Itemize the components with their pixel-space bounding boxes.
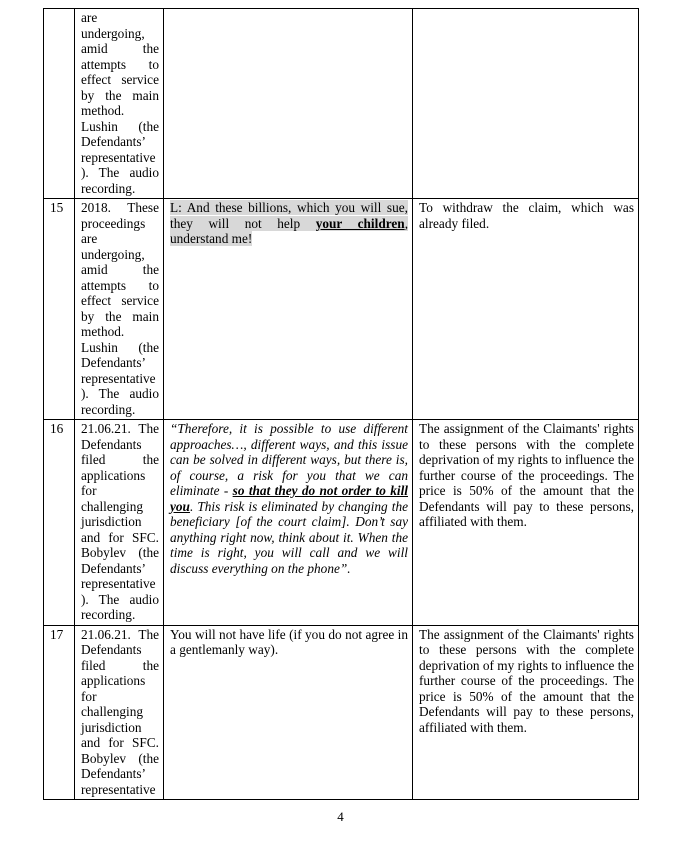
proceedings-description-cell: 2018. These proceedings are undergoing, amid the attempts to effect service by the main method. Lushin (the Defendants’ representative ). The audio recording. <box>75 199 164 420</box>
row-number: 16 <box>44 420 75 626</box>
comment-cell: To withdraw the claim, which was already filed. <box>413 199 639 420</box>
quote-cell <box>164 9 413 199</box>
table-row <box>44 625 639 800</box>
row-number <box>44 9 75 199</box>
quote-emphasis-text: so that they do not order to kill you <box>170 483 408 514</box>
comment-cell <box>413 9 639 199</box>
quote-segment-text: . This risk is eliminated by changing the beneficiary [of the court claim]. Don’t say anything right now, think about it. When the time is right, you will call and we will discuss everything on the phone”. <box>170 498 408 576</box>
quote-text <box>170 200 408 246</box>
quote-text <box>170 627 408 658</box>
quote-segment-text: “Therefore, it is possible to use different approaches…, different ways, and this issue can be solved in different ways, but there is, of course, a risk for you that we can eliminate - <box>170 421 408 498</box>
quote-segment-text: You will not have life (if you do not agree in a gentlemanly way). <box>170 626 408 657</box>
quote-segment-text: L: And these billions, which you will sue, they will not help <box>170 200 408 231</box>
comment-cell: The assignment of the Claimants' rights to these persons with the complete deprivation of my rights to influence the further course of the proceedings. The price is 50% of the amount that the Defendants will pay to these persons, affiliated with them. <box>413 420 639 626</box>
quote-segment-text: , understand me! <box>170 215 409 246</box>
quote-cell <box>164 199 413 420</box>
proceedings-description-cell: are undergoing, amid the attempts to effect service by the main method. Lushin (the Defendants’ representative ). The audio recording. <box>75 9 164 199</box>
quote-cell <box>164 420 413 626</box>
table-body <box>44 9 639 800</box>
page-number: 4 <box>337 809 344 824</box>
table-row <box>44 9 639 199</box>
quote-cell <box>164 625 413 800</box>
proceedings-description-cell: 21.06.21. The Defendants filed the applications for challenging jurisdiction and for SFC. Bobylev (the Defendants’ representative <box>75 625 164 800</box>
comment-cell: The assignment of the Claimants' rights to these persons with the complete deprivation of my rights to influence the further course of the proceedings. The price is 50% of the amount that the Defendants will pay to these persons, affiliated with them. <box>413 625 639 800</box>
row-number: 17 <box>44 625 75 800</box>
evidence-table <box>43 8 639 800</box>
table-row <box>44 420 639 626</box>
row-number: 15 <box>44 199 75 420</box>
proceedings-description-cell: 21.06.21. The Defendants filed the applications for challenging jurisdiction and for SFC. Bobylev (the Defendants’ representative ). The audio recording. <box>75 420 164 626</box>
quote-emphasis-text: your children <box>315 215 405 231</box>
quote-text <box>170 421 408 576</box>
table-row <box>44 199 639 420</box>
